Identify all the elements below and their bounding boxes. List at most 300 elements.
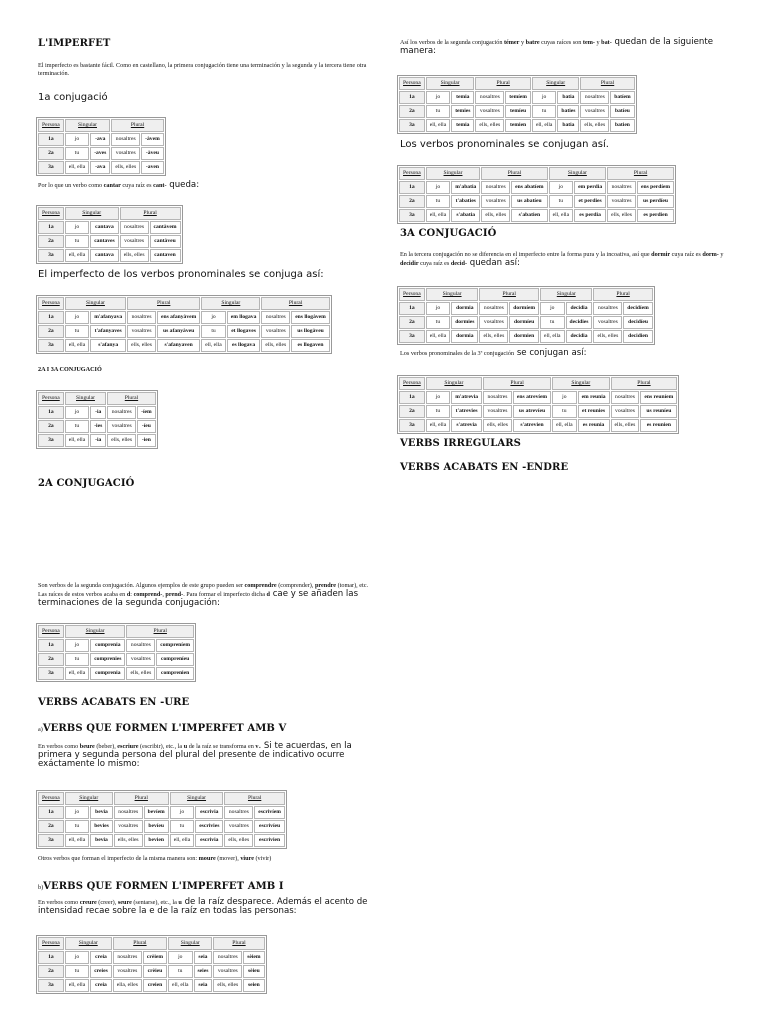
table-cell: dormíem (509, 302, 539, 315)
table-cell: ells, elles (481, 209, 510, 222)
table-row (399, 419, 677, 432)
table-cell: tu (426, 405, 450, 418)
table-cell: vosaltres (113, 965, 142, 978)
table-header-cell: Persona (38, 792, 64, 805)
table-cell: tu (540, 316, 564, 329)
table-cell: tu (65, 235, 89, 248)
table-cell: vosaltres (593, 316, 622, 329)
table-cell: 1a (399, 181, 425, 194)
table-cell: ells, elles (261, 339, 290, 352)
table-cell: cantàveu (150, 235, 181, 248)
table-cell: -ien (137, 434, 156, 447)
table-cell: 3a (399, 330, 425, 343)
table-cell: ens llogàvem (291, 311, 330, 324)
table-pronominal-1a (36, 295, 332, 354)
table-cell: 3a (38, 834, 64, 847)
table-cell: s'atrevien (513, 419, 551, 432)
table-header-cell: Singular (426, 167, 481, 180)
table-cell: tu (552, 405, 576, 418)
table-cell: seien (243, 979, 264, 992)
table-cell: t'atrevies (451, 405, 482, 418)
table-cell: nosaltres (107, 406, 136, 419)
table-cell: -íeu (137, 420, 156, 433)
table-cell: temia (451, 119, 474, 132)
table-cell: compreníem (156, 639, 194, 652)
table-cell: ella, elles (113, 979, 142, 992)
table-cell: ens perdíem (637, 181, 674, 194)
table-cell: nosaltres (580, 91, 609, 104)
table-header-cell: Plural (113, 937, 167, 950)
table-cell: decidia (566, 330, 593, 343)
table-cell: ens abatíem (511, 181, 547, 194)
table-cell: s'abatien (511, 209, 547, 222)
conjugation-table (397, 75, 637, 134)
table-cell: jo (65, 406, 89, 419)
table-cell: jo (65, 639, 89, 652)
table-cell: 3a (38, 249, 64, 262)
table-header-cell: Plural (481, 167, 547, 180)
table-cell: s'atrevia (451, 419, 482, 432)
table-header-cell: Singular (552, 377, 609, 390)
table-cell: us abatíeu (511, 195, 547, 208)
conjugation-table (397, 375, 679, 434)
heading-2a-conjugacio: 2A CONJUGACIÓ (38, 478, 135, 489)
table-header-cell: Plural (126, 625, 194, 638)
table-cell: 1a (38, 806, 64, 819)
table-row (38, 667, 194, 680)
table-comprendre (36, 623, 196, 682)
heading-imperfet-v: a)VERBS QUE FORMEN L'IMPERFET AMB V (38, 723, 287, 734)
table-cell: -ia (90, 406, 106, 419)
table-cell: creies (90, 965, 112, 978)
table-header-cell: Plural (611, 377, 678, 390)
table-cell: tu (65, 965, 89, 978)
table-cell: nosaltres (126, 639, 155, 652)
table-cell: ells, elles (127, 339, 156, 352)
table-cell: tu (170, 820, 194, 833)
table-cell: batia (557, 119, 579, 132)
table-cell: ells, elles (611, 419, 640, 432)
table-row (38, 653, 194, 666)
table-cell: comprenia (90, 667, 125, 680)
comprendre-paragraph: Son verbos de la segunda conjugación. Algunos ejemplos de este grupo pueden ser comprendre (comprender), prendre (tomar), etc. Las raíces de estos verbos acaba en d: comprend-, prend-. Para formar el imperfecto dicha d cae y se añaden las terminaciones de la segunda conjugación: (38, 582, 368, 608)
table-cell: ells, elles (126, 667, 155, 680)
table-row (38, 965, 265, 978)
table-cell: ens reuníem (640, 391, 677, 404)
table-cell: ell, ella (65, 667, 89, 680)
table-cell: vosaltres (611, 405, 640, 418)
table-cell: jo (426, 302, 450, 315)
table-header-cell: Singular (65, 119, 111, 132)
table-beure-escriure (36, 790, 287, 849)
table-row (399, 91, 635, 104)
table-cell: 3a (38, 339, 64, 352)
table-cell: 1a (38, 311, 64, 324)
table-cell: cantava (90, 249, 119, 262)
table-cell: em perdia (574, 181, 606, 194)
table-pronominal-3a (397, 375, 679, 434)
table-cell: 2a (38, 653, 64, 666)
cantar-paragraph: Por lo que un verbo como cantar cuya raíz es cant- queda: (38, 180, 200, 190)
table-cell: -íem (137, 406, 156, 419)
table-header-cell: Singular (65, 392, 107, 405)
table-header-cell: Plural (580, 77, 634, 90)
table-cell: tu (426, 195, 450, 208)
table-cell: us llogàveu (291, 325, 330, 338)
table-cell: cantàvem (150, 221, 181, 234)
table-cell: jo (65, 806, 89, 819)
table-header-cell: Singular (65, 937, 112, 950)
table-cell: vosaltres (224, 820, 253, 833)
table-header-cell: Persona (399, 77, 425, 90)
section-heading-2a3a: 2A I 3A CONJUGACIÓ (38, 366, 102, 373)
table-cell: -àveu (141, 147, 164, 160)
table-cell: dormia (451, 330, 478, 343)
table-cell: escrivien (254, 834, 285, 847)
table-cell: ell, ella (540, 330, 564, 343)
table-cell: cantava (90, 221, 119, 234)
heading-verbs-ure: VERBS ACABATS EN -URE (38, 697, 190, 708)
table-cell: ells, elles (593, 330, 622, 343)
table-cell: dormies (451, 316, 478, 329)
table-header-cell: Singular (201, 297, 260, 310)
table-cell: temies (451, 105, 474, 118)
table-header-cell: Singular (65, 792, 113, 805)
table-cell: 2a (38, 325, 64, 338)
table-header-cell: Singular (549, 167, 607, 180)
table-cell: tu (168, 965, 192, 978)
table-cell: 2a (399, 195, 425, 208)
table-row (38, 406, 156, 419)
table-cell: 2a (399, 316, 425, 329)
table-cell: jo (552, 391, 576, 404)
table-row (399, 105, 635, 118)
table-cell: ell, ella (65, 434, 89, 447)
table-cell: nosaltres (593, 302, 622, 315)
table-cell: s'afanyaven (157, 339, 200, 352)
table-cell: nosaltres (611, 391, 640, 404)
conjugation-table (397, 286, 655, 345)
table-header-cell: Singular (532, 77, 579, 90)
heading-verbs-irregulars: VERBS IRREGULARS (400, 438, 521, 449)
table-row (38, 311, 330, 324)
table-header-cell: Persona (38, 392, 64, 405)
table-row (399, 302, 653, 315)
others-paragraph: Otros verbos que forman el imperfecto de la misma manera son: moure (mover), viure (vivir) (38, 855, 272, 862)
table-header-cell: Plural (120, 207, 181, 220)
table-cell: decidies (566, 316, 593, 329)
table-header-cell: Plural (111, 119, 163, 132)
table-cell: nosaltres (479, 302, 508, 315)
table-cell: et llogaves (227, 325, 261, 338)
table-pronominal-2a (397, 165, 676, 224)
table-cell: 2a (399, 105, 425, 118)
table-cell: t'abaties (451, 195, 480, 208)
table-cell: comprenien (156, 667, 194, 680)
conjugation-table (36, 117, 166, 176)
table-cell: nosaltres (213, 951, 242, 964)
table-row (399, 181, 674, 194)
table-cell: vosaltres (114, 820, 143, 833)
table-header-cell: Plural (261, 297, 329, 310)
table-cell: jo (426, 91, 450, 104)
table-cell: -ies (90, 420, 106, 433)
table-cell: vosaltres (107, 420, 136, 433)
table-cell: crèieu (143, 965, 167, 978)
table-header-cell: Singular (426, 288, 479, 301)
table-row (399, 195, 674, 208)
table-cell: ell, ella (532, 119, 556, 132)
table-row (38, 951, 265, 964)
table-header-cell: Persona (38, 119, 64, 132)
table-cell: nosaltres (261, 311, 290, 324)
table-cell: es perdia (574, 209, 606, 222)
table-cell: es reunia (578, 419, 610, 432)
table-cell: tu (65, 820, 89, 833)
table-cell: 1a (399, 91, 425, 104)
table-cell: 2a (38, 965, 64, 978)
table-cell: cantaven (150, 249, 181, 262)
table-cell: us atrevíeu (513, 405, 551, 418)
table-cell: tu (549, 195, 573, 208)
table-cell: ells, elles (475, 119, 504, 132)
pronominal-heading-2: Los verbos pronominales se conjugan así. (400, 139, 609, 150)
table-2a3a-endings (36, 390, 158, 449)
table-cell: ells, elles (213, 979, 242, 992)
table-cell: batia (557, 91, 579, 104)
table-header-cell: Plural (483, 377, 551, 390)
conjugation-table (36, 390, 158, 449)
table-cell: jo (65, 133, 89, 146)
table-cell: es llogaven (291, 339, 330, 352)
table-cell: tu (426, 316, 450, 329)
table-cell: baties (557, 105, 579, 118)
table-cell: jo (532, 91, 556, 104)
table-cell: escrivia (195, 834, 223, 847)
table-cell: temíem (505, 91, 531, 104)
table-cell: jo (549, 181, 573, 194)
table-cell: s'abatia (451, 209, 480, 222)
table-cell: em reunia (578, 391, 610, 404)
table-cell: ell, ella (426, 419, 450, 432)
table-cell: 1a (38, 406, 64, 419)
table-cell: 2a (38, 147, 64, 160)
table-cell: vosaltres (120, 235, 149, 248)
pronominal-3a-paragraph: Los verbos pronominales de la 3ª conjugación se conjugan así: (400, 348, 587, 358)
table-cell: us afanyàveu (157, 325, 200, 338)
table-cell: ells, elles (479, 330, 508, 343)
intro-paragraph: El imperfecto es bastante fácil. Como en castellano, la primera conjugación tiene una terminación y la segunda y la tercera tiene otra terminación. (38, 62, 367, 77)
heading-3a-conjugacio: 3A CONJUGACIÓ (400, 228, 497, 239)
table-cell: m'atrevia (451, 391, 482, 404)
table-cell: 3a (38, 979, 64, 992)
table-header-cell: Plural (107, 392, 155, 405)
table-cell: nosaltres (120, 221, 149, 234)
table-cell: decidia (566, 302, 593, 315)
table-cell: nosaltres (127, 311, 156, 324)
table-cell: nosaltres (607, 181, 636, 194)
table-cell: vosaltres (261, 325, 290, 338)
table-cell: bevíeu (144, 820, 169, 833)
table-cell: crèiem (143, 951, 167, 964)
table-cell: dormien (509, 330, 539, 343)
table-dormir-decidir (397, 286, 655, 345)
table-header-cell: Singular (65, 207, 119, 220)
table-cell: bevíem (144, 806, 169, 819)
table-cell: bevies (90, 820, 113, 833)
dormir-decidir-paragraph: En la tercera conjugación no se diferencia en el imperfecto entre la forma pura y la incoativa, así que dormir cuya raíz es dorm- y decidir cuya raíz es decid- quedan así: (400, 251, 724, 268)
table-cell: batien (610, 119, 634, 132)
table-cell: comprenia (90, 639, 125, 652)
table-cell: jo (201, 311, 225, 324)
table-cell: es reunien (640, 419, 677, 432)
table-cell: ell, ella (549, 209, 573, 222)
table-row (38, 161, 164, 174)
table-cell: vosaltres (213, 965, 242, 978)
table-header-cell: Singular (540, 288, 592, 301)
table-row (399, 391, 677, 404)
table-cell: 3a (38, 667, 64, 680)
temer-batre-paragraph: Así los verbos de la segunda conjugación témer y batre cuyas raíces son tem- y bat- quedan de la siguiente manera: (400, 37, 714, 56)
table-cell: us reuníeu (640, 405, 677, 418)
table-cell: ells, elles (120, 249, 149, 262)
table-cell: nosaltres (111, 133, 140, 146)
table-cell: temien (505, 119, 531, 132)
table-cell: tu (65, 420, 89, 433)
table-row (38, 235, 181, 248)
table-cell: 2a (38, 820, 64, 833)
table-cell: ell, ella (170, 834, 194, 847)
table-cell: em llogava (227, 311, 261, 324)
table-cell: bevia (90, 806, 113, 819)
table-cell: nosaltres (114, 806, 143, 819)
table-cell: jo (65, 951, 89, 964)
table-cell: cantaves (90, 235, 119, 248)
table-row (38, 820, 285, 833)
table-header-cell: Plural (224, 792, 285, 805)
table-row (38, 834, 285, 847)
table-row (38, 325, 330, 338)
table-cell: tu (532, 105, 556, 118)
table-cell: 1a (399, 391, 425, 404)
table-cell: 2a (38, 420, 64, 433)
table-row (38, 806, 285, 819)
table-cantar (36, 205, 183, 264)
table-cell: escrivies (195, 820, 223, 833)
table-cell: ell, ella (65, 339, 89, 352)
table-cell: ens afanyàvem (157, 311, 200, 324)
table-cell: bevia (90, 834, 113, 847)
table-cell: dormíeu (509, 316, 539, 329)
table-header-cell: Persona (38, 207, 64, 220)
table-cell: tu (65, 325, 89, 338)
table-header-cell: Plural (475, 77, 531, 90)
table-cell: 2a (399, 405, 425, 418)
table-cell: dormia (451, 302, 478, 315)
table-cell: nosaltres (483, 391, 512, 404)
table-cell: m'afanyava (90, 311, 126, 324)
table-cell: batíeu (610, 105, 634, 118)
table-header-cell: Singular (65, 625, 126, 638)
table-cell: et perdies (574, 195, 606, 208)
table-cell: -àvem (141, 133, 164, 146)
table-cell: tu (201, 325, 225, 338)
page-title: L'IMPERFET (38, 38, 111, 49)
creure-paragraph: En verbos como creure (creer), seure (sentarse), etc., la u de la raíz desparece. Además el acento de intensidad recae sobre la e de la raíz en todas las personas: (38, 897, 368, 916)
table-cell: 1a (38, 221, 64, 234)
table-row (38, 434, 156, 447)
table-cell: es llogava (227, 339, 261, 352)
table-cell: 1a (38, 133, 64, 146)
table-cell: escrivíem (254, 806, 285, 819)
table-header-cell: Plural (213, 937, 264, 950)
table-row (399, 119, 635, 132)
table-cell: vosaltres (580, 105, 609, 118)
table-cell: decidien (623, 330, 652, 343)
table-cell: jo (65, 311, 89, 324)
table-header-cell: Persona (38, 297, 64, 310)
table-cell: jo (168, 951, 192, 964)
table-cell: 3a (38, 161, 64, 174)
table-cell: ell, ella (552, 419, 576, 432)
heading-imperfet-i: b)VERBS QUE FORMEN L'IMPERFET AMB I (38, 881, 284, 892)
table-cell: jo (426, 391, 450, 404)
table-cell: ells, elles (483, 419, 512, 432)
table-cell: sèieu (243, 965, 264, 978)
table-cell: ell, ella (65, 834, 89, 847)
table-row (38, 639, 194, 652)
table-cell: 3a (38, 434, 64, 447)
table-cell: -ava (90, 133, 110, 146)
table-cell: m'abatia (451, 181, 480, 194)
table-cell: ens atrevíem (513, 391, 551, 404)
table-cell: nosaltres (481, 181, 510, 194)
table-header-cell: Persona (399, 288, 425, 301)
table-header-cell: Plural (593, 288, 652, 301)
table-header-cell: Singular (426, 77, 475, 90)
conjugation-table (36, 790, 287, 849)
table-cell: creia (90, 979, 112, 992)
table-cell: bevien (144, 834, 169, 847)
table-cell: escrivíeu (254, 820, 285, 833)
table-cell: sèiem (243, 951, 264, 964)
table-cell: ell, ella (65, 979, 89, 992)
table-cell: vosaltres (479, 316, 508, 329)
table-row (38, 249, 181, 262)
table-cell: seies (194, 965, 213, 978)
beure-paragraph: En verbos como beure (beber), escriure (escribir), etc., la u de la raíz se transforma en v. Si te acuerdas, en la primera y segunda persona del plural del presente de indicativo ocurre exáctamente lo mismo: (38, 741, 352, 769)
table-header-cell: Singular (168, 937, 212, 950)
table-cell: ell, ella (426, 330, 450, 343)
table-cell: jo (65, 221, 89, 234)
table-cell: us perdíeu (637, 195, 674, 208)
table-header-cell: Singular (170, 792, 224, 805)
table-row (399, 209, 674, 222)
table-cell: ell, ella (65, 161, 89, 174)
table-header-cell: Persona (399, 167, 425, 180)
conjugation-table (36, 205, 183, 264)
table-header-cell: Plural (607, 167, 674, 180)
table-cell: tu (65, 147, 89, 160)
table-cell: compreníeu (156, 653, 194, 666)
table-cell: ells, elles (224, 834, 253, 847)
table-cell: ells, elles (580, 119, 609, 132)
table-cell: decidíeu (623, 316, 652, 329)
conjugation-table (397, 165, 676, 224)
table-cell: decidíem (623, 302, 652, 315)
table-cell: -ia (90, 434, 106, 447)
table-cell: jo (540, 302, 564, 315)
